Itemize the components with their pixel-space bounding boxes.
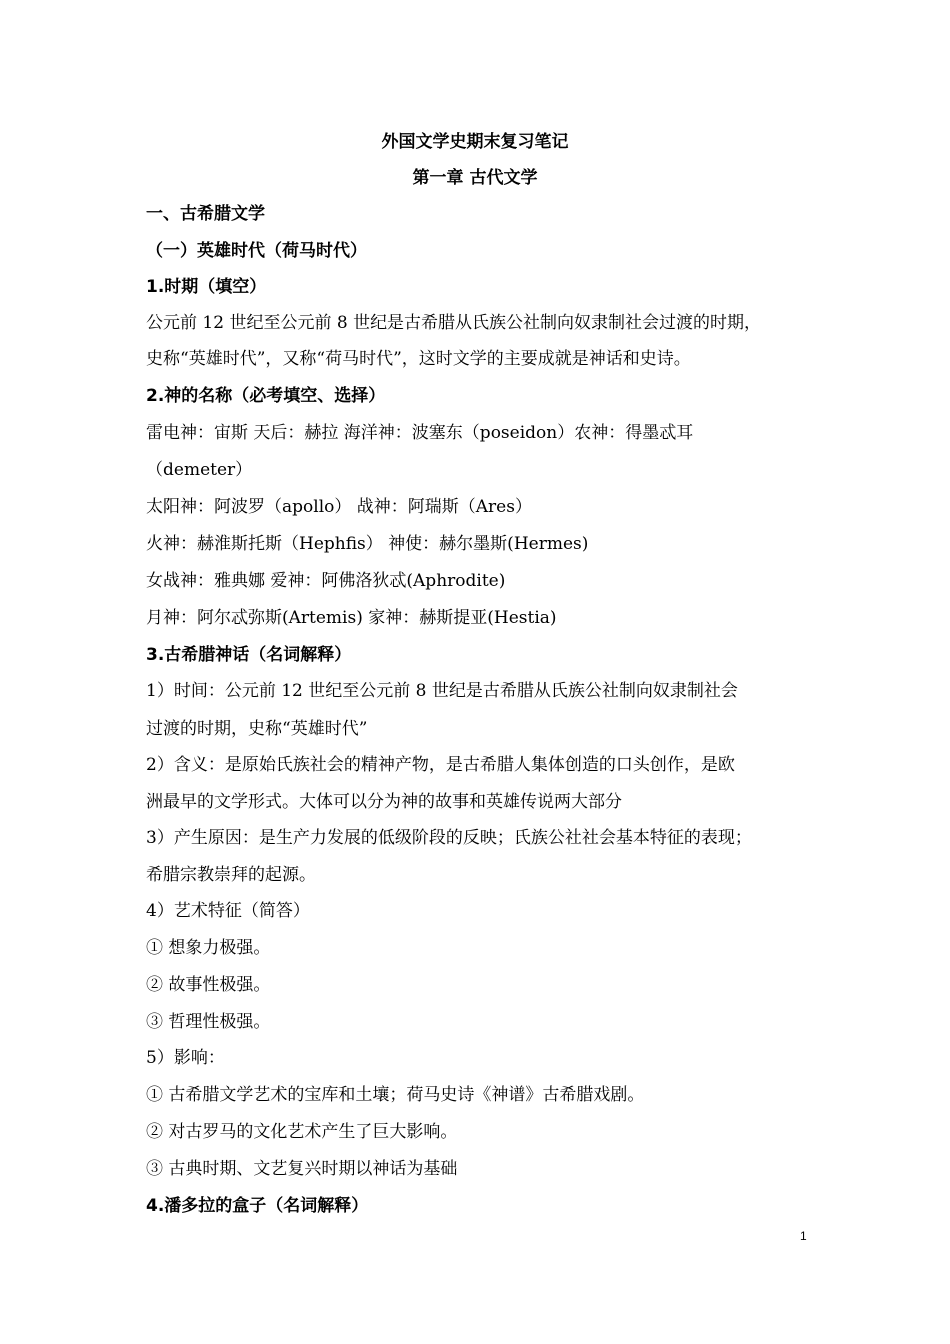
paragraph-line: 雷电神：宙斯 天后：赫拉 海洋神：波塞东（poseidon）农神：得墨忒耳 <box>146 423 694 443</box>
paragraph-line: 5）影响： <box>146 1048 225 1068</box>
list-item: ② 对古罗马的文化艺术产生了巨大影响。 <box>146 1122 458 1142</box>
paragraph-line: 太阳神：阿波罗（apollo） 战神：阿瑞斯（Ares） <box>146 497 532 517</box>
list-item: ③ 哲理性极强。 <box>146 1012 271 1032</box>
section-heading: 一、古希腊文学 <box>146 204 265 224</box>
item-heading: 1.时期（填空） <box>146 277 267 297</box>
paragraph-line: 月神：阿尔忒弥斯(Artemis) 家神：赫斯提亚(Hestia) <box>146 608 557 628</box>
list-item: ③ 古典时期、文艺复兴时期以神话为基础 <box>146 1159 458 1179</box>
paragraph-line: 女战神：雅典娜 爱神：阿佛洛狄忒(Aphrodite) <box>146 571 506 591</box>
page-number: 1 <box>800 1229 807 1243</box>
list-item: ① 古希腊文学艺术的宝库和土壤；荷马史诗《神谱》古希腊戏剧。 <box>146 1085 645 1105</box>
paragraph-line: （demeter） <box>146 460 253 480</box>
item-heading: 2.神的名称（必考填空、选择） <box>146 386 386 406</box>
item-heading: 4.潘多拉的盒子（名词解释） <box>146 1196 369 1216</box>
paragraph-line: 洲最早的文学形式。大体可以分为神的故事和英雄传说两大部分 <box>146 792 622 812</box>
chapter-heading: 第一章 古代文学 <box>412 168 538 188</box>
paragraph-line: 4）艺术特征（简答） <box>146 901 310 921</box>
paragraph-line: 2）含义：是原始氏族社会的精神产物，是古希腊人集体创造的口头创作，是欧 <box>146 755 735 775</box>
subsection-heading: （一）英雄时代（荷马时代） <box>146 241 367 261</box>
document-title: 外国文学史期末复习笔记 <box>381 132 569 152</box>
paragraph-line: 1）时间：公元前 12 世纪至公元前 8 世纪是古希腊从氏族公社制向奴隶制社会 <box>146 681 738 701</box>
paragraph-line: 火神：赫淮斯托斯（Hephfis） 神使：赫尔墨斯(Hermes) <box>146 534 589 554</box>
paragraph-line: 过渡的时期，史称“英雄时代” <box>146 719 368 739</box>
paragraph-line: 公元前 12 世纪至公元前 8 世纪是古希腊从氏族公社制向奴隶制社会过渡的时期， <box>146 313 762 333</box>
paragraph-line: 史称“英雄时代”，又称“荷马时代”，这时文学的主要成就是神话和史诗。 <box>146 349 691 369</box>
list-item: ② 故事性极强。 <box>146 975 271 995</box>
list-item: ① 想象力极强。 <box>146 938 271 958</box>
item-heading: 3.古希腊神话（名词解释） <box>146 645 352 665</box>
paragraph-line: 希腊宗教崇拜的起源。 <box>146 865 316 885</box>
paragraph-line: 3）产生原因：是生产力发展的低级阶段的反映；氏族公社社会基本特征的表现； <box>146 828 752 848</box>
